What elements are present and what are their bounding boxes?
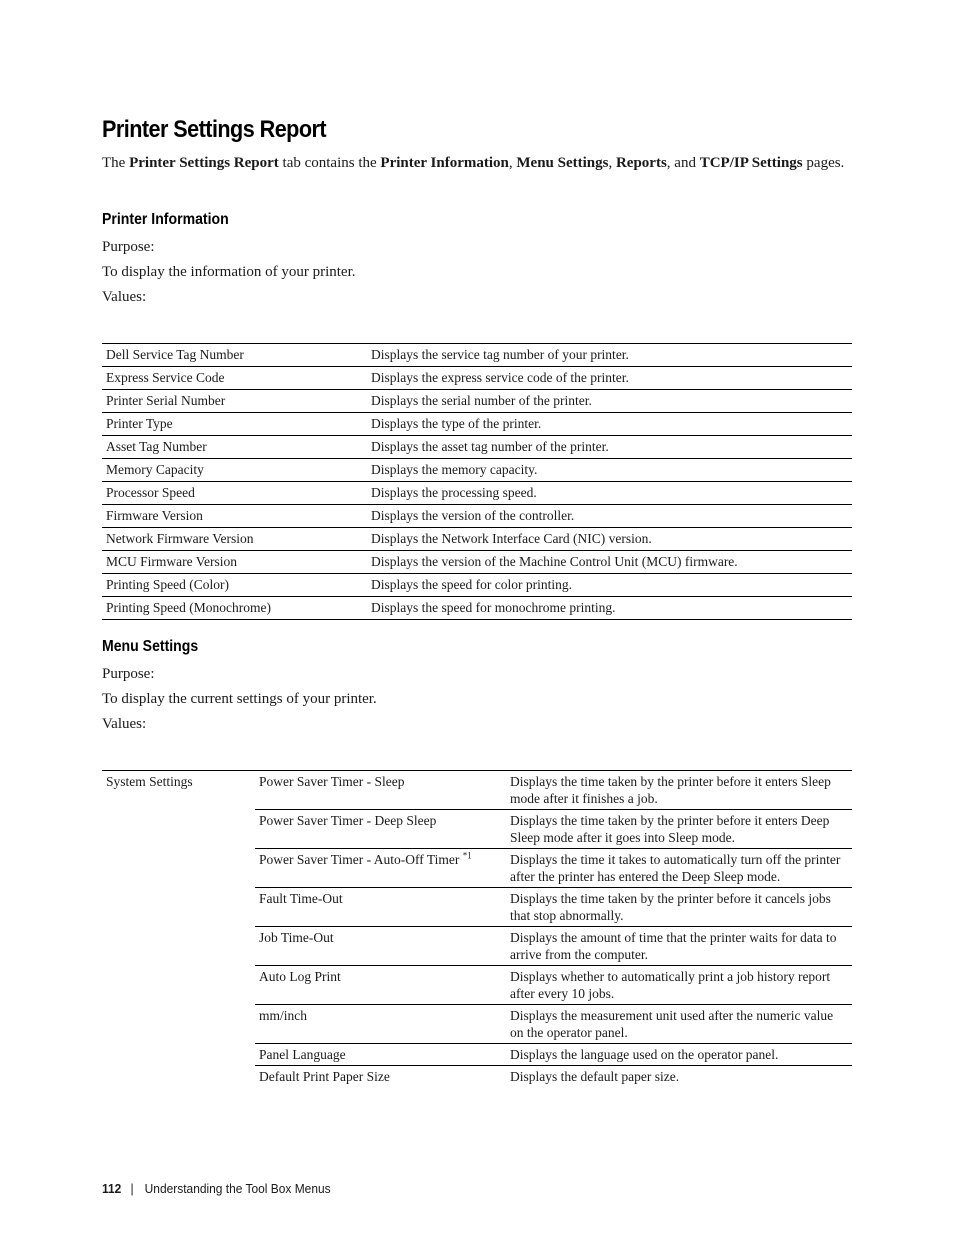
- setting-name: Express Service Code: [102, 367, 367, 390]
- table-row: [102, 551, 852, 574]
- intro-text: tab contains the: [278, 155, 381, 171]
- settings-group-spacer: [102, 1044, 255, 1066]
- table-row: [102, 505, 852, 528]
- setting-name-cell: [255, 771, 506, 810]
- setting-description: Displays the default paper size.: [510, 1069, 680, 1084]
- setting-description: Displays the express service code of the printer.: [367, 367, 852, 390]
- table-row: [102, 574, 852, 597]
- menu-settings-purpose-label: Purpose:: [102, 666, 155, 682]
- setting-name: Network Firmware Version: [102, 528, 367, 551]
- setting-name: Dell Service Tag Number: [102, 344, 367, 367]
- setting-name-cell: [255, 927, 506, 966]
- intro-bold-report: Printer Settings Report: [129, 155, 279, 171]
- table-row: [102, 367, 852, 390]
- setting-description: Displays the asset tag number of the printer.: [367, 436, 852, 459]
- intro-text: ,: [608, 155, 616, 171]
- settings-group-spacer: [102, 888, 255, 927]
- printer-information-purpose-text: To display the information of your printer.: [102, 264, 356, 280]
- table-row: [102, 482, 852, 505]
- setting-description: Displays the version of the Machine Control Unit (MCU) firmware.: [367, 551, 852, 574]
- intro-bold-menu-settings: Menu Settings: [516, 155, 609, 171]
- table-row: [102, 1005, 852, 1044]
- menu-settings-table: [102, 770, 852, 1087]
- printer-information-heading: Printer Information: [102, 211, 229, 228]
- setting-name: Memory Capacity: [102, 459, 367, 482]
- table-row: [102, 966, 852, 1005]
- setting-name: mm/inch: [259, 1008, 307, 1023]
- page-number: 112: [102, 1181, 122, 1196]
- printer-information-purpose-label: Purpose:: [102, 239, 155, 255]
- setting-description: Displays the serial number of the printer.: [367, 390, 852, 413]
- setting-name-cell: [255, 966, 506, 1005]
- table-row: [102, 888, 852, 927]
- page-footer: [102, 1181, 331, 1196]
- printer-information-values-label: Values:: [102, 289, 147, 305]
- table-row: [102, 1066, 852, 1088]
- menu-settings-heading: Menu Settings: [102, 638, 199, 655]
- setting-name: Auto Log Print: [259, 969, 341, 984]
- intro-text: ,: [508, 155, 517, 171]
- settings-group-spacer: [102, 1005, 255, 1044]
- intro-text: , and: [666, 155, 700, 171]
- table-row: [102, 771, 852, 810]
- menu-settings-purpose-text: To display the current settings of your printer.: [102, 691, 377, 707]
- setting-name: Printing Speed (Color): [102, 574, 367, 597]
- setting-description: Displays the type of the printer.: [367, 413, 852, 436]
- menu-settings-values-label: Values:: [102, 716, 147, 732]
- setting-description: Displays the language used on the operator panel.: [506, 1044, 852, 1066]
- intro-text: pages.: [802, 155, 845, 171]
- setting-name: Printing Speed (Monochrome): [102, 597, 367, 620]
- setting-name: Fault Time-Out: [259, 891, 343, 906]
- setting-name: Power Saver Timer - Sleep: [259, 774, 405, 789]
- setting-name: Printer Type: [102, 413, 367, 436]
- setting-description: Displays the amount of time that the printer waits for data to arrive from the computer.: [506, 927, 852, 966]
- setting-name: Power Saver Timer - Auto-Off Timer: [259, 852, 463, 867]
- intro-bold-tcpip: TCP/IP Settings: [699, 155, 803, 171]
- setting-name-cell: [255, 1005, 506, 1044]
- table-row: [102, 1044, 852, 1066]
- setting-description: Displays the measurement unit used after the numeric value on the operator panel.: [506, 1005, 852, 1044]
- intro-bold-printer-information: Printer Information: [380, 155, 509, 171]
- table-row: [102, 390, 852, 413]
- setting-description: Displays whether to automatically print a job history report after every 10 jobs.: [506, 966, 852, 1005]
- setting-description: Displays the speed for monochrome printing.: [367, 597, 852, 620]
- settings-group-spacer: [102, 849, 255, 888]
- setting-name: Processor Speed: [102, 482, 367, 505]
- setting-name: Job Time-Out: [259, 930, 334, 945]
- settings-group-spacer: [102, 966, 255, 1005]
- setting-name-cell: [255, 1066, 506, 1088]
- table-row: [102, 413, 852, 436]
- table-row: [102, 436, 852, 459]
- setting-description: Displays the version of the controller.: [367, 505, 852, 528]
- setting-description: Displays the memory capacity.: [367, 459, 852, 482]
- setting-name-cell: [255, 888, 506, 927]
- setting-name-cell: [255, 810, 506, 849]
- table-row: [102, 849, 852, 888]
- setting-description: Displays the service tag number of your printer.: [367, 344, 852, 367]
- setting-name: Default Print Paper Size: [259, 1069, 390, 1084]
- table-row: [102, 344, 852, 367]
- intro-bold-reports: Reports: [615, 155, 667, 171]
- settings-group-spacer: [102, 927, 255, 966]
- setting-name-cell: [255, 1044, 506, 1066]
- setting-description: Displays the speed for color printing.: [367, 574, 852, 597]
- table-row: [102, 459, 852, 482]
- footer-separator: |: [130, 1181, 134, 1196]
- setting-description: Displays the time taken by the printer before it enters Sleep mode after it finishes a job.: [506, 771, 852, 810]
- settings-group-spacer: [102, 1066, 255, 1088]
- printer-information-table: [102, 343, 852, 620]
- page-title: Printer Settings Report: [102, 116, 327, 143]
- intro-text: The: [102, 155, 130, 171]
- table-row: [102, 528, 852, 551]
- setting-description: Displays the time taken by the printer before it enters Deep Sleep mode after it goes into Sleep mode.: [506, 810, 852, 849]
- table-row: [102, 927, 852, 966]
- setting-name: MCU Firmware Version: [102, 551, 367, 574]
- footnote-marker: *1: [462, 850, 472, 861]
- settings-group-spacer: [102, 810, 255, 849]
- setting-name: Printer Serial Number: [102, 390, 367, 413]
- setting-description: Displays the processing speed.: [367, 482, 852, 505]
- setting-description: Displays the Network Interface Card (NIC) version.: [367, 528, 852, 551]
- setting-description: Displays the time it takes to automatically turn off the printer after the printer has entered the Deep Sleep mode.: [506, 849, 852, 888]
- setting-name-cell: [255, 849, 506, 888]
- settings-group-label: System Settings: [102, 771, 255, 810]
- setting-name: Firmware Version: [102, 505, 367, 528]
- table-row: [102, 597, 852, 620]
- intro-paragraph: [102, 154, 847, 173]
- setting-name: Panel Language: [259, 1047, 346, 1062]
- setting-name: Asset Tag Number: [102, 436, 367, 459]
- setting-description: Displays the time taken by the printer before it cancels jobs that stop abnormally.: [506, 888, 852, 927]
- table-row: [102, 810, 852, 849]
- footer-section-title: Understanding the Tool Box Menus: [144, 1181, 331, 1196]
- setting-name: Power Saver Timer - Deep Sleep: [259, 813, 437, 828]
